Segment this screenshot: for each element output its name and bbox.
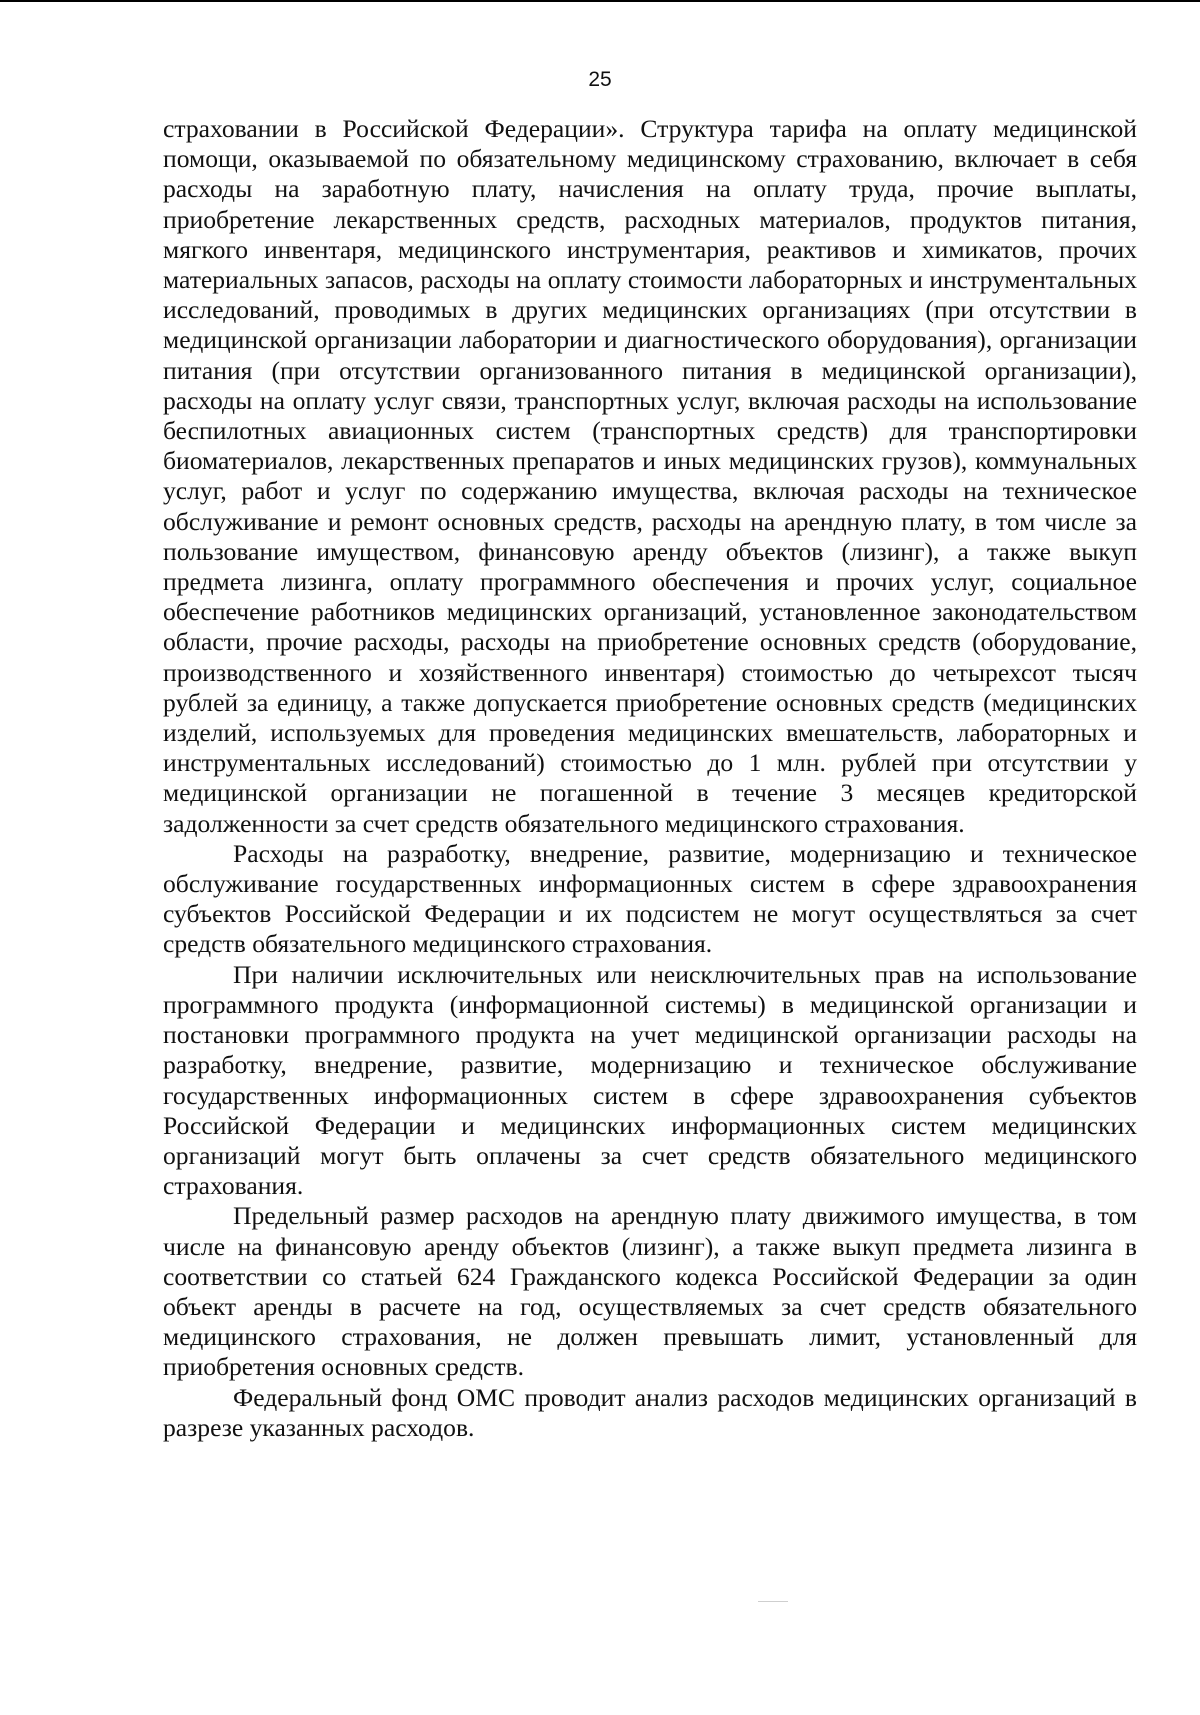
scan-artifact — [758, 1601, 788, 1602]
paragraph-software-rights: При наличии исключительных или неисключительных прав на использование программного продукта (информационной системы) в медицинской организации и постановки программного продукта на учет медицинской организации расходы на разработку, внедрение, развитие, модернизацию и техническое обслуживание государственных информационных систем в сфере здравоохранения субъектов Российской Федерации и медицинских информационных систем медицинских организаций могут быть оплачены за счет средств обязательного медицинского страхования. — [163, 959, 1137, 1201]
paragraph-ffoms-analysis: Федеральный фонд ОМС проводит анализ расходов медицинских организаций в разрезе указанных расходов. — [163, 1382, 1137, 1442]
paragraph-tariff-structure: страховании в Российской Федерации». Структура тарифа на оплату медицинской помощи, оказываемой по обязательному медицинскому страхованию, включает в себя расходы на заработную плату, начисления на оплату труда, прочие выплаты, приобретение лекарственных средств, расходных материалов, продуктов питания, мягкого инвентаря, медицинского инструментария, реактивов и химикатов, прочих материальных запасов, расходы на оплату стоимости лабораторных и инструментальных исследований, проводимых в других медицинских организациях (при отсутствии в медицинской организации лаборатории и диагностического оборудования), организации питания (при отсутствии организованного питания в медицинской организации), расходы на оплату услуг связи, транспортных услуг, включая расходы на использование беспилотных авиационных систем (транспортных средств) для транспортировки биоматериалов, лекарственных препаратов и иных медицинских грузов), коммунальных услуг, работ и услуг по содержанию имущества, включая расходы на техническое обслуживание и ремонт основных средств, расходы на арендную плату, в том числе за пользование имуществом, финансовую аренду объектов (лизинг), а также выкуп предмета лизинга, оплату программного обеспечения и прочих услуг, социальное обеспечение работников медицинских организаций, установленное законодательством области, прочие расходы, расходы на приобретение основных средств (оборудование, производственного и хозяйственного инвентаря) стоимостью до четырехсот тысяч рублей за единицу, а также допускается приобретение основных средств (медицинских изделий, используемых для проведения медицинских вмешательств, лабораторных и инструментальных исследований) стоимостью до 1 млн. рублей при отсутствии у медицинской организации не погашенной в течение 3 месяцев кредиторской задолженности за счет средств обязательного медицинского страхования. — [163, 114, 1137, 838]
document-body — [163, 114, 1137, 1443]
paragraph-information-systems-expenses: Расходы на разработку, внедрение, развитие, модернизацию и техническое обслуживание государственных информационных систем в сфере здравоохранения субъектов Российской Федерации и их подсистем не могут осуществляться за счет средств обязательного медицинского страхования. — [163, 838, 1137, 959]
page-number: 25 — [588, 68, 612, 91]
paragraph-rent-limit: Предельный размер расходов на арендную плату движимого имущества, в том числе на финансовую аренду объектов (лизинг), а также выкуп предмета лизинга в соответствии со статьей 624 Гражданского кодекса Российской Федерации за один объект аренды в расчете на год, осуществляемых за счет средств обязательного медицинского страхования, не должен превышать лимит, установленный для приобретения основных средств. — [163, 1201, 1137, 1382]
